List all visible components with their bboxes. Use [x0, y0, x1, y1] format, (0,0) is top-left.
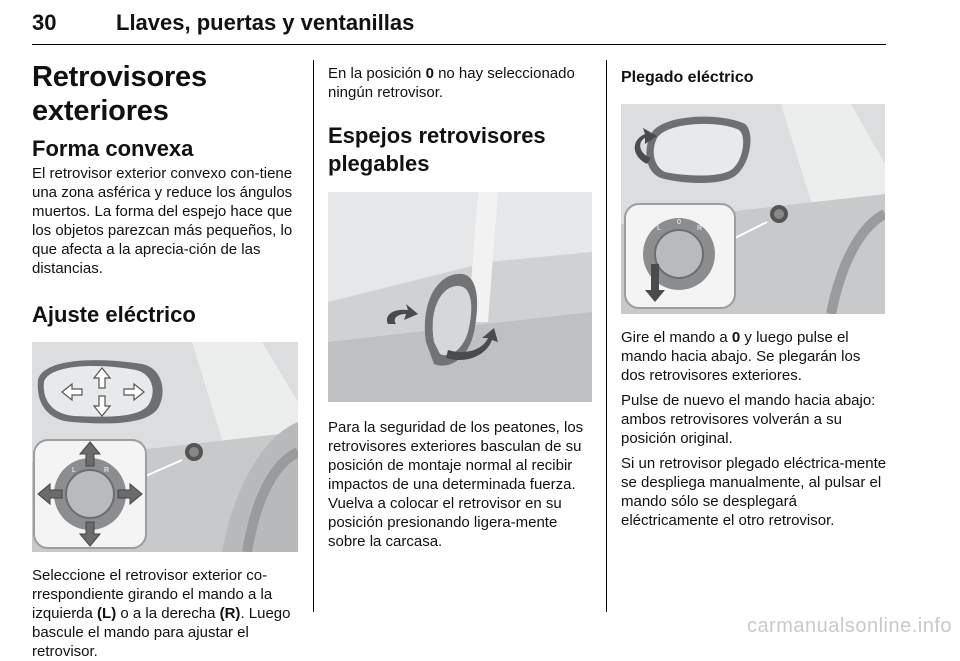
knob-letter-zero: 0 [677, 219, 681, 226]
electric-folding-illustration [621, 104, 885, 314]
knob-letter-right: R [104, 467, 110, 474]
zero-key: 0 [731, 329, 741, 346]
left-key: (L) [97, 605, 117, 622]
knob-letter-left: L [657, 225, 661, 232]
electric-folding-step1: Gire el mando a 0 y luego pulse el mando hacia abajo. Se plegarán los dos retrovisores exteriores. [621, 329, 861, 384]
mirror-adjust-illustration [32, 342, 298, 552]
electric-folding-heading: Plegado eléctrico [621, 69, 754, 86]
knob-letter-right: R [697, 225, 703, 232]
convex-text: El retrovisor exterior convexo con-tiene una zona asférica y reduce los ángulos muertos. La forma del espejo hace que los objetos parezcan más pequeños, lo que afecta a la aprecia-ción de las distancias. [32, 165, 293, 277]
folding-mirror-illustration [328, 192, 592, 402]
electric-folding-svg [621, 104, 885, 314]
knob-letter-left: L [72, 467, 76, 474]
convex-heading: Forma convexa [32, 136, 194, 161]
chapter-title: Llaves, puertas y ventanillas [116, 10, 415, 35]
column-1 [32, 60, 300, 661]
column-divider [606, 60, 607, 612]
watermark: carmanualsonline.info [746, 615, 952, 637]
folding-mirror-svg [328, 192, 592, 402]
electric-heading: Ajuste eléctrico [32, 302, 196, 327]
section-title: Retrovisores exteriores [32, 61, 207, 127]
column-3 [621, 60, 887, 530]
folding-heading: Espejos retrovisores plegables [328, 123, 546, 176]
position-zero-text: En la posición 0 no hay seleccionado ningún retrovisor. [328, 65, 575, 101]
column-divider [313, 60, 314, 612]
mirror-adjust-svg [32, 342, 298, 552]
column-2 [328, 60, 592, 551]
electric-text: Seleccione el retrovisor exterior co-rrespondiente girando el mando a la izquierda (L) o a la derecha (R). Luego bascule el mando para ajustar el retrovisor. [32, 567, 291, 660]
electric-folding-step3: Si un retrovisor plegado eléctrica-mente se despliega manualmente, al pulsar el mando sólo se desplegará eléctricamente el otro retrovisor. [621, 455, 887, 529]
zero-key: 0 [425, 65, 434, 82]
page-header [32, 6, 886, 45]
electric-folding-step2: Pulse de nuevo el mando hacia abajo: ambos retrovisores volverán a su posición original. [621, 392, 876, 447]
right-key: (R) [219, 605, 241, 622]
folding-text: Para la seguridad de los peatones, los retrovisores exteriores basculan de su posición de montaje normal al recibir impactos de una determinada fuerza. Vuelva a colocar el retrovisor en su posición presionando ligera-mente sobre la carcasa. [328, 419, 584, 550]
page-number: 30 [32, 10, 57, 35]
